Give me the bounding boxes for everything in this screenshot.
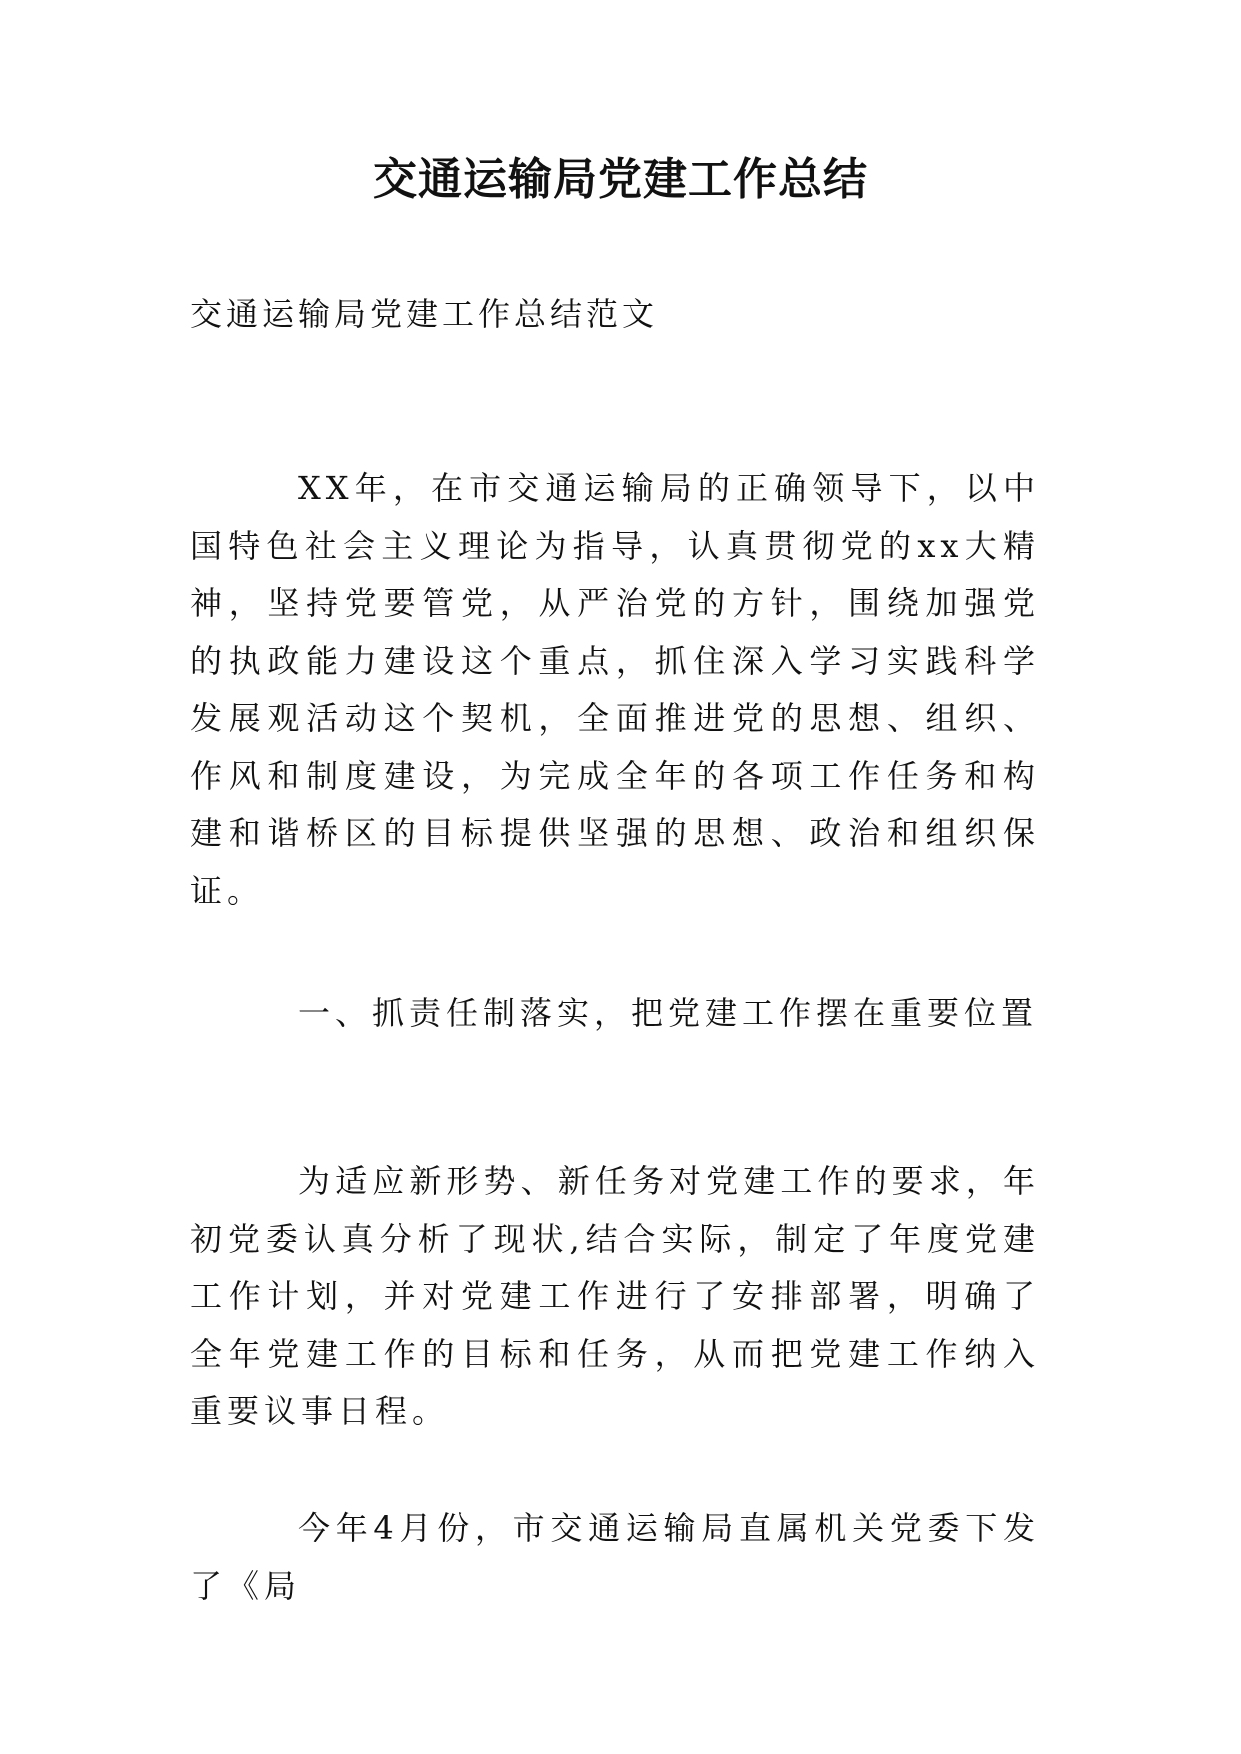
document-title: 交通运输局党建工作总结 <box>373 154 868 205</box>
paragraph-section-1: 为适应新形势、新任务对党建工作的要求，年初党委认真分析了现状,结合实际，制定了年度党建工作计划，并对党建工作进行了安排部署，明确了全年党建工作的目标和任务，从而把党建工作纳入重要议事日程。 <box>190 1162 1040 1430</box>
document-subtitle: 交通运输局党建工作总结范文 <box>190 295 659 333</box>
paragraph-april: 今年4月份，市交通运输局直属机关党委下发了《局 <box>190 1509 1040 1605</box>
paragraph-intro: XX年，在市交通运输局的正确领导下，以中国特色社会主义理论为指导，认真贯彻党的xx大精神，坚持党要管党，从严治党的方针，围绕加强党的执政能力建设这个重点，抓住深入学习实践科学发展观活动这个契机，全面推进党的思想、组织、作风和制度建设，为完成全年的各项工作任务和构建和谐桥区的目标提供坚强的思想、政治和组织保证。 <box>190 469 1040 910</box>
section-heading-1: 一、抓责任制落实，把党建工作摆在重要位置 <box>298 994 1039 1032</box>
